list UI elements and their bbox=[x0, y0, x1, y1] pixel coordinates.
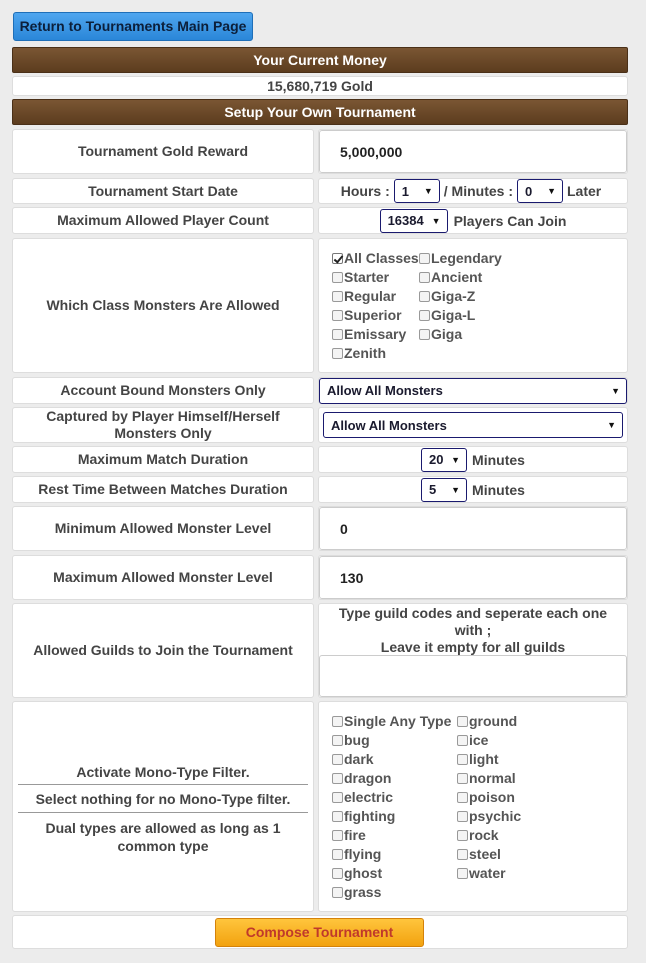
player-count-select-value: 16384 bbox=[387, 213, 424, 228]
class-option[interactable] bbox=[419, 325, 462, 344]
rest-time-label: Rest Time Between Matches Duration bbox=[12, 476, 314, 503]
allowed-classes-label: Which Class Monsters Are Allowed bbox=[12, 238, 314, 373]
mono-type-option[interactable] bbox=[457, 788, 515, 807]
class-checkbox[interactable] bbox=[332, 253, 343, 264]
class-checkbox[interactable] bbox=[419, 272, 430, 283]
start-date-cell bbox=[318, 178, 628, 204]
mono-type-option[interactable] bbox=[332, 807, 395, 826]
compose-tournament-button[interactable]: Compose Tournament bbox=[215, 918, 424, 947]
mono-type-option-label: grass bbox=[344, 884, 382, 900]
mono-type-option[interactable] bbox=[457, 750, 499, 769]
max-level-cell bbox=[318, 555, 628, 600]
mono-type-option-label: fire bbox=[344, 827, 366, 843]
mono-type-option[interactable] bbox=[457, 826, 499, 845]
class-option[interactable] bbox=[419, 306, 475, 325]
mono-type-option-label: flying bbox=[344, 846, 382, 862]
max-level-row bbox=[12, 555, 628, 600]
mono-type-option[interactable] bbox=[332, 826, 366, 845]
mono-type-option[interactable] bbox=[332, 750, 374, 769]
player-count-cell bbox=[318, 207, 628, 234]
class-option-label: Regular bbox=[344, 288, 397, 304]
hours-select-value: 1 bbox=[401, 183, 409, 199]
mono-type-label-cell bbox=[12, 701, 314, 912]
min-level-cell bbox=[318, 506, 628, 551]
mono-type-option-label: dark bbox=[344, 751, 374, 767]
max-level-label: Maximum Allowed Monster Level bbox=[12, 555, 314, 600]
mono-type-checkbox[interactable] bbox=[332, 811, 343, 822]
mono-type-option[interactable] bbox=[332, 712, 451, 731]
class-option-label: Starter bbox=[344, 269, 390, 285]
chevron-down-icon: ▼ bbox=[607, 420, 616, 430]
minutes-label: / Minutes : bbox=[443, 183, 513, 199]
class-checkbox[interactable] bbox=[419, 253, 430, 264]
mono-type-option[interactable] bbox=[457, 769, 516, 788]
rest-time-select-value: 5 bbox=[429, 482, 437, 497]
mono-type-checkbox[interactable] bbox=[332, 868, 343, 879]
mono-type-option-label: ghost bbox=[344, 865, 383, 881]
class-checkbox[interactable] bbox=[332, 348, 343, 359]
mono-type-checkbox[interactable] bbox=[457, 716, 468, 727]
chevron-down-icon: ▼ bbox=[547, 186, 556, 196]
gold-reward-input[interactable]: 5,000,000 bbox=[319, 130, 627, 173]
mono-type-option-label: Single Any Type bbox=[344, 713, 452, 729]
mono-type-option[interactable] bbox=[457, 864, 506, 883]
mono-type-option-label: psychic bbox=[469, 808, 522, 824]
mono-type-checkbox[interactable] bbox=[457, 754, 468, 765]
mono-type-option-label: steel bbox=[469, 846, 501, 862]
class-option-label: Giga-L bbox=[431, 307, 476, 323]
player-count-select[interactable] bbox=[380, 209, 448, 233]
chevron-down-icon: ▼ bbox=[451, 484, 461, 495]
minutes-select-value: 0 bbox=[525, 183, 533, 199]
class-option[interactable] bbox=[332, 287, 396, 306]
mono-type-option-label: electric bbox=[344, 789, 394, 805]
mono-type-checkbox[interactable] bbox=[457, 830, 468, 841]
mono-type-option[interactable] bbox=[332, 883, 381, 902]
class-checkbox[interactable] bbox=[419, 291, 430, 302]
guilds-empty-hint: Leave it empty for all guilds bbox=[380, 639, 566, 655]
match-duration-suffix: Minutes bbox=[472, 451, 525, 468]
captured-by-player-select-value: Allow All Monsters bbox=[331, 417, 447, 433]
mono-type-checkbox[interactable] bbox=[332, 830, 343, 841]
class-option-label: Giga-Z bbox=[431, 288, 476, 304]
mono-type-checkbox[interactable] bbox=[332, 773, 343, 784]
allowed-guilds-label: Allowed Guilds to Join the Tournament bbox=[12, 603, 314, 698]
captured-by-player-label: Captured by Player Himself/Herself Monsters Only bbox=[12, 407, 314, 443]
class-checkbox[interactable] bbox=[332, 329, 343, 340]
mono-type-option-label: light bbox=[469, 751, 499, 767]
mono-type-option[interactable] bbox=[332, 731, 370, 750]
captured-by-player-cell bbox=[318, 407, 628, 443]
mono-type-checkbox[interactable] bbox=[332, 754, 343, 765]
start-date-label: Tournament Start Date bbox=[12, 178, 314, 204]
min-level-label: Minimum Allowed Monster Level bbox=[12, 506, 314, 551]
mono-type-checkbox[interactable] bbox=[457, 868, 468, 879]
account-bound-select-value: Allow All Monsters bbox=[327, 383, 443, 398]
account-bound-row bbox=[12, 377, 628, 404]
chevron-down-icon: ▼ bbox=[451, 454, 461, 465]
mono-type-checkbox[interactable] bbox=[457, 735, 468, 746]
allowed-guilds-cell bbox=[318, 603, 628, 698]
mono-type-checkbox[interactable] bbox=[332, 716, 343, 727]
max-level-input[interactable]: 130 bbox=[319, 556, 627, 599]
class-checkbox[interactable] bbox=[332, 272, 343, 283]
gold-reward-cell bbox=[318, 129, 628, 174]
mono-type-option[interactable] bbox=[457, 731, 488, 750]
class-option-label: All Classes bbox=[344, 250, 419, 266]
allowed-guilds-row bbox=[12, 603, 628, 698]
rest-time-row bbox=[12, 476, 628, 503]
mono-type-option[interactable] bbox=[457, 807, 521, 826]
gold-reward-label: Tournament Gold Reward bbox=[12, 129, 314, 174]
mono-type-option[interactable] bbox=[332, 769, 391, 788]
allowed-classes-row bbox=[12, 238, 628, 373]
mono-type-checkbox[interactable] bbox=[332, 735, 343, 746]
match-duration-row bbox=[12, 446, 628, 473]
class-option-label: Giga bbox=[431, 326, 463, 342]
mono-type-activate-label: Activate Mono-Type Filter. bbox=[18, 761, 308, 785]
mono-type-option-label: ground bbox=[469, 713, 518, 729]
chevron-down-icon: ▼ bbox=[611, 385, 620, 396]
class-checkbox[interactable] bbox=[332, 291, 343, 302]
account-bound-label: Account Bound Monsters Only bbox=[12, 377, 314, 404]
mono-type-checkbox[interactable] bbox=[457, 811, 468, 822]
hours-label: Hours : bbox=[340, 183, 390, 199]
mono-type-option[interactable] bbox=[457, 845, 501, 864]
mono-type-option-label: ice bbox=[469, 732, 489, 748]
account-bound-cell bbox=[318, 377, 628, 404]
mono-type-nothing-label: Select nothing for no Mono-Type filter. bbox=[18, 788, 308, 813]
class-option[interactable] bbox=[419, 249, 502, 268]
mono-type-dual-label: Dual types are allowed as long as 1 common type bbox=[45, 820, 281, 854]
mono-type-option[interactable] bbox=[332, 788, 393, 807]
mono-type-checkbox[interactable] bbox=[457, 849, 468, 860]
mono-type-row bbox=[12, 701, 628, 912]
match-duration-select-value: 20 bbox=[429, 452, 444, 467]
player-count-suffix: Players Can Join bbox=[453, 212, 567, 229]
class-option-label: Emissary bbox=[344, 326, 407, 342]
class-option[interactable] bbox=[332, 344, 386, 363]
mono-type-checkbox[interactable] bbox=[332, 849, 343, 860]
class-option[interactable] bbox=[332, 325, 406, 344]
mono-type-option[interactable] bbox=[457, 712, 517, 731]
mono-type-option-label: normal bbox=[469, 770, 516, 786]
chevron-down-icon: ▼ bbox=[431, 215, 441, 226]
start-date-row bbox=[12, 178, 628, 204]
mono-type-option-label: bug bbox=[344, 732, 370, 748]
mono-type-option-label: water bbox=[469, 865, 506, 881]
match-duration-select[interactable] bbox=[421, 448, 467, 472]
player-count-label: Maximum Allowed Player Count bbox=[12, 207, 314, 234]
min-level-row bbox=[12, 506, 628, 551]
class-option[interactable] bbox=[419, 287, 475, 306]
setup-tournament-header: Setup Your Own Tournament bbox=[12, 99, 628, 125]
captured-by-player-select[interactable] bbox=[323, 412, 623, 438]
rest-time-cell bbox=[318, 476, 628, 503]
mono-type-option-label: dragon bbox=[344, 770, 392, 786]
mono-type-checkbox[interactable] bbox=[332, 792, 343, 803]
hours-select[interactable] bbox=[394, 179, 440, 203]
allowed-classes-cell bbox=[318, 238, 628, 373]
current-money-header: Your Current Money bbox=[12, 47, 628, 73]
mono-type-option-label: rock bbox=[469, 827, 499, 843]
account-bound-select[interactable] bbox=[319, 378, 627, 404]
guild-codes-input[interactable] bbox=[319, 655, 627, 697]
return-to-tournaments-button[interactable]: Return to Tournaments Main Page bbox=[13, 12, 253, 41]
mono-type-option-label: poison bbox=[469, 789, 515, 805]
class-option-label: Superior bbox=[344, 307, 402, 323]
class-checkbox[interactable] bbox=[419, 310, 430, 321]
captured-by-player-row bbox=[12, 407, 628, 443]
current-money-value: 15,680,719 Gold bbox=[12, 76, 628, 96]
mono-type-checkbox[interactable] bbox=[457, 792, 468, 803]
rest-time-select[interactable] bbox=[421, 478, 467, 502]
mono-type-option-label: fighting bbox=[344, 808, 396, 824]
class-option[interactable] bbox=[419, 268, 482, 287]
minutes-select[interactable] bbox=[517, 179, 563, 203]
class-checkbox[interactable] bbox=[332, 310, 343, 321]
min-level-input[interactable]: 0 bbox=[319, 507, 627, 550]
class-option[interactable] bbox=[332, 249, 419, 268]
class-checkbox[interactable] bbox=[419, 329, 430, 340]
mono-type-option[interactable] bbox=[332, 845, 381, 864]
class-option[interactable] bbox=[332, 306, 402, 325]
mono-type-cell bbox=[318, 701, 628, 912]
class-option-label: Ancient bbox=[431, 269, 483, 285]
guilds-hint: Type guild codes and seperate each one with ; bbox=[338, 605, 608, 638]
gold-reward-row bbox=[12, 129, 628, 174]
mono-type-checkbox[interactable] bbox=[332, 887, 343, 898]
player-count-row bbox=[12, 207, 628, 234]
rest-time-suffix: Minutes bbox=[472, 481, 525, 498]
class-option-label: Zenith bbox=[344, 345, 386, 361]
class-option[interactable] bbox=[332, 268, 389, 287]
match-duration-label: Maximum Match Duration bbox=[12, 446, 314, 473]
chevron-down-icon: ▼ bbox=[423, 186, 433, 196]
later-label: Later bbox=[567, 183, 602, 199]
match-duration-cell bbox=[318, 446, 628, 473]
class-option-label: Legendary bbox=[431, 250, 502, 266]
mono-type-option[interactable] bbox=[332, 864, 382, 883]
mono-type-checkbox[interactable] bbox=[457, 773, 468, 784]
